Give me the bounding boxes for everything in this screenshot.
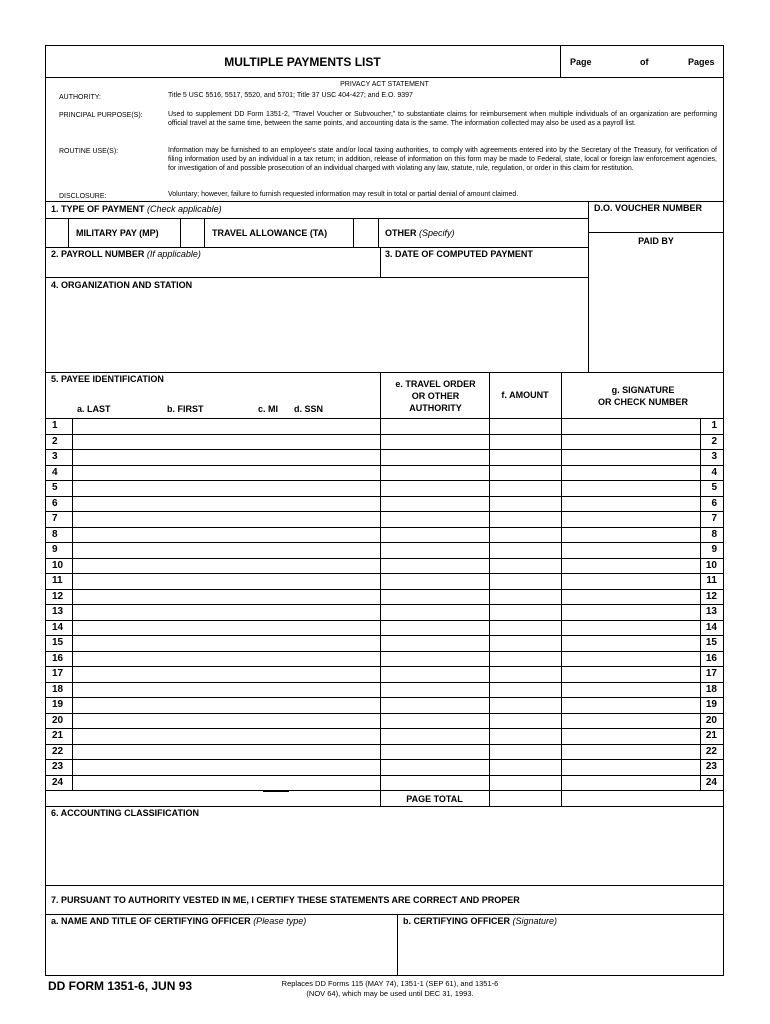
section4-bottom-rule [45,372,724,373]
row-number-left: 22 [52,745,64,757]
routine-text: Information may be furnished to an employee's state and/or local taxing authorities, to comply with agreements entered into by the Secretary of the Treasury, for verification of filing information used by an individual in a tax return; in addition, release of information on this form may be made to Federal, state, local or foreign law enforcement agencies, for investigation of and possible prosecution of an individual charged with violating any law, statute, rule, regulation, or order in this claim for restitution. [168,147,717,172]
section2-divider [380,247,381,277]
section7-rule [45,914,724,915]
row-number-left: 7 [52,513,58,524]
total-pages-field[interactable] [655,52,685,72]
page-label: Page [570,57,592,67]
col-amount-header: f. AMOUNT [501,390,549,400]
signature-check-cell[interactable] [562,698,700,712]
row-number-left: 17 [52,668,64,679]
row-number-left: 12 [52,590,64,602]
section1-rule [45,218,588,219]
travel-order-cell[interactable] [381,466,489,480]
signature-check-cell[interactable] [562,590,700,604]
row-number-right: 8 [711,528,717,540]
row-number-left: 10 [52,559,64,571]
amount-cell[interactable] [490,760,561,774]
signature-check-cell[interactable] [562,729,700,743]
privacy-bottom-rule [45,201,724,202]
certifying-officer-signature-field[interactable] [402,928,720,972]
signature-check-cell[interactable] [562,667,700,681]
travel-order-cell[interactable] [381,543,489,557]
amount-cell[interactable] [490,621,561,635]
row-number-right: 17 [705,668,717,679]
signature-check-cell[interactable] [562,419,700,433]
pages-label: Pages [688,57,715,67]
payee-name-ssn-cell[interactable] [73,683,380,697]
amount-cell[interactable] [490,698,561,712]
col-signature-header: g. SIGNATURE OR CHECK NUMBER [598,385,688,407]
payee-name-ssn-cell[interactable] [73,497,380,511]
signature-check-cell[interactable] [562,435,700,449]
row-number-left: 14 [52,621,64,633]
row-number-left: 1 [52,420,58,431]
amount-cell[interactable] [490,512,561,526]
organization-station-label: 4. ORGANIZATION AND STATION [51,280,193,290]
date-computed-payment-field[interactable] [384,260,584,274]
travel-order-cell[interactable] [381,667,489,681]
military-pay-label: MILITARY PAY (MP) [76,228,159,238]
travel-order-cell[interactable] [381,481,489,495]
accounting-classification-field[interactable] [50,820,720,882]
payee-name-ssn-cell[interactable] [73,652,380,666]
amount-cell[interactable] [490,450,561,464]
row-number-right: 24 [705,776,717,788]
payee-name-ssn-cell[interactable] [73,512,380,526]
privacy-heading: PRIVACY ACT STATEMENT [340,81,429,88]
voucher-bottom-rule [588,232,724,233]
row-number-left: 5 [52,482,58,493]
certification-statement: 7. PURSUANT TO AUTHORITY VESTED IN ME, I CERTIFY THESE STATEMENTS ARE CORRECT AND PROPER [51,895,520,905]
amount-cell[interactable] [490,435,561,449]
travel-order-cell[interactable] [381,559,489,573]
row-number-right: 23 [705,761,717,772]
certifying-officer-signature-label: b. CERTIFYING OFFICER (Signature) [403,916,558,926]
row-number-right: 2 [711,435,717,447]
amount-cell[interactable] [490,543,561,557]
signature-check-cell[interactable] [562,512,700,526]
payee-name-ssn-cell[interactable] [73,528,380,542]
payroll-number-field[interactable] [50,260,376,274]
section5-bottom-rule [45,806,724,807]
certifying-officer-name-field[interactable] [50,928,392,972]
page-total-label: PAGE TOTAL [406,794,463,804]
row-number-right: 14 [705,621,717,633]
payee-name-ssn-cell[interactable] [73,667,380,681]
amount-cell[interactable] [490,714,561,728]
payroll-number-label: 2. PAYROLL NUMBER (If applicable) [51,249,201,259]
payee-identification-label: 5. PAYEE IDENTIFICATION [51,374,164,384]
payee-name-ssn-cell[interactable] [73,466,380,480]
signature-check-cell[interactable] [562,466,700,480]
accounting-classification-label: 6. ACCOUNTING CLASSIFICATION [51,808,199,818]
row-number-right: 10 [705,559,717,571]
travel-order-cell[interactable] [381,605,489,619]
row-number-left: 4 [52,466,58,478]
row-number-right: 19 [705,699,717,710]
travel-order-cell[interactable] [381,450,489,464]
amount-cell[interactable] [490,776,561,790]
other-label: OTHER (Specify) [385,228,455,238]
signature-check-cell[interactable] [562,776,700,790]
row-number-right: 7 [711,513,717,524]
header-bottom-rule [45,77,724,78]
amount-cell[interactable] [490,636,561,650]
type-of-payment-label: 1. TYPE OF PAYMENT (Check applicable) [51,204,222,214]
other-specify-field[interactable] [470,224,584,244]
row-number-right: 4 [711,466,717,478]
row-number-right: 16 [705,652,717,664]
mp-left-divider [68,218,69,247]
signature-check-cell[interactable] [562,636,700,650]
row-number-right: 20 [705,714,717,726]
travel-order-cell[interactable] [381,435,489,449]
travel-order-cell[interactable] [381,574,489,588]
paid-by-label: PAID BY [638,236,674,246]
travel-order-cell[interactable] [381,636,489,650]
signature-check-cell[interactable] [562,574,700,588]
right-column-divider [588,201,589,372]
travel-order-cell[interactable] [381,590,489,604]
col-travel-order-header: e. TRAVEL ORDER OR OTHER AUTHORITY [395,379,476,413]
row-number-left: 20 [52,714,64,726]
payee-name-ssn-cell[interactable] [73,729,380,743]
disclosure-text: Voluntary; however, failure to furnish requested information may result in total or partial denial of amount claimed. [168,191,519,198]
voucher-number-label: D.O. VOUCHER NUMBER [594,203,703,213]
row-number-right: 9 [711,544,717,555]
amount-cell[interactable] [490,652,561,666]
military-pay-checkbox[interactable] [53,225,66,245]
amount-cell[interactable] [490,497,561,511]
authority-label: AUTHORITY: [59,94,102,101]
row-number-left: 2 [52,435,58,447]
payee-name-ssn-cell[interactable] [73,419,380,433]
row-number-left: 15 [52,637,64,648]
row-number-right: 22 [705,745,717,757]
row-number-left: 16 [52,652,64,664]
payee-name-ssn-cell[interactable] [73,698,380,712]
row-number-left: 18 [52,683,64,695]
row-number-right: 11 [706,575,717,586]
amount-cell[interactable] [490,559,561,573]
section1-bottom-rule [45,247,588,248]
signature-check-cell[interactable] [562,652,700,666]
travel-allowance-checkbox[interactable] [186,225,199,245]
amount-cell[interactable] [490,528,561,542]
row-number-left: 11 [52,575,63,586]
disclosure-label: DISCLOSURE: [59,193,107,200]
payee-name-ssn-cell[interactable] [73,776,380,790]
date-computed-payment-label: 3. DATE OF COMPUTED PAYMENT [385,249,533,259]
row-number-right: 5 [711,482,717,493]
page-number-field[interactable] [598,52,636,72]
row-number-right: 12 [705,590,717,602]
table-row-rule [45,790,724,791]
paid-by-field[interactable] [592,250,720,368]
travel-order-cell[interactable] [381,419,489,433]
of-label: of [640,57,649,67]
other-checkbox[interactable] [360,225,373,245]
amount-cell[interactable] [490,481,561,495]
row-number-right: 21 [705,730,717,741]
ta-right-divider [353,218,354,247]
travel-order-cell[interactable] [381,621,489,635]
travel-allowance-label: TRAVEL ALLOWANCE (TA) [212,228,328,238]
col-ssn-header: d. SSN [294,404,324,414]
amount-cell[interactable] [490,667,561,681]
signature-check-cell[interactable] [562,543,700,557]
travel-order-cell[interactable] [381,714,489,728]
signature-check-cell[interactable] [562,605,700,619]
signature-check-cell[interactable] [562,745,700,759]
other-left-divider [378,218,379,247]
amount-cell[interactable] [490,590,561,604]
signature-check-cell[interactable] [562,714,700,728]
amount-cell[interactable] [490,466,561,480]
col-first-header: b. FIRST [167,404,204,414]
payee-name-ssn-cell[interactable] [73,559,380,573]
amount-cell[interactable] [490,683,561,697]
signature-check-cell[interactable] [562,621,700,635]
row-number-right: 13 [705,606,717,617]
amount-cell[interactable] [490,605,561,619]
organization-station-field[interactable] [50,293,584,369]
signature-check-cell[interactable] [562,528,700,542]
routine-label: ROUTINE USE(S): [59,148,119,155]
ta-left-divider [204,218,205,247]
payee-name-ssn-cell[interactable] [73,714,380,728]
payee-name-ssn-cell[interactable] [73,574,380,588]
row-number-left: 8 [52,528,58,540]
row-number-left: 3 [52,451,58,462]
row-number-left: 23 [52,761,64,772]
amount-cell[interactable] [490,729,561,743]
section7-divider [397,914,398,976]
header-divider [560,45,561,78]
payee-name-ssn-cell[interactable] [73,760,380,774]
replaces-note: Replaces DD Forms 115 (MAY 74), 1351-1 (SEP 61), and 1351-6 (NOV 64), which may be used until DEC 31, 1993. [281,979,499,998]
col-mi-header: c. MI [258,404,279,414]
payee-name-ssn-cell[interactable] [73,481,380,495]
travel-order-cell[interactable] [381,512,489,526]
col-last-header: a. LAST [77,404,111,414]
travel-order-cell[interactable] [381,729,489,743]
travel-order-cell[interactable] [381,528,489,542]
row-number-left: 13 [52,606,64,617]
row-number-right: 6 [711,497,717,509]
row-number-right: 1 [711,420,717,431]
payee-name-ssn-cell[interactable] [73,450,380,464]
amount-cell[interactable] [490,745,561,759]
travel-order-cell[interactable] [381,745,489,759]
payee-name-ssn-cell[interactable] [73,745,380,759]
signature-check-cell[interactable] [562,683,700,697]
travel-order-cell[interactable] [381,776,489,790]
certifying-officer-name-label: a. NAME AND TITLE OF CERTIFYING OFFICER (Please type) [51,916,307,926]
row-number-left: 6 [52,497,58,509]
travel-order-cell[interactable] [381,683,489,697]
mp-right-divider [180,218,181,247]
amount-cell[interactable] [490,419,561,433]
payee-name-ssn-cell[interactable] [73,543,380,557]
row-number-right: 15 [705,637,717,648]
payee-name-ssn-cell[interactable] [73,621,380,635]
purpose-label: PRINCIPAL PURPOSE(S): [59,112,143,119]
section6-bottom-rule [45,885,724,886]
row-number-left: 24 [52,776,64,788]
form-identifier: DD FORM 1351-6, JUN 93 [48,979,193,993]
row-number-left: 21 [52,730,64,741]
payee-name-ssn-cell[interactable] [73,636,380,650]
payee-name-ssn-cell[interactable] [73,435,380,449]
amount-cell[interactable] [490,574,561,588]
signature-check-cell[interactable] [562,497,700,511]
row-number-left: 9 [52,544,58,555]
page-total-field[interactable] [491,792,559,805]
row-number-right: 18 [705,683,717,695]
signature-check-cell[interactable] [562,760,700,774]
signature-check-cell[interactable] [562,559,700,573]
signature-check-cell[interactable] [562,481,700,495]
payee-name-ssn-cell[interactable] [73,590,380,604]
travel-order-cell[interactable] [381,652,489,666]
travel-order-cell[interactable] [381,760,489,774]
purpose-text: Used to supplement DD Form 1351-2, "Travel Voucher or Subvoucher," to substantiate claims for reimbursement when multiple individuals of an organization are performing official travel at the same time, between the same points, and accounting data is the same. The information collected may also be used as a payroll list. [168,111,717,127]
authority-text: Title 5 USC 5516, 5517, 5520, and 5701; Title 37 USC 404-427; and E.O. 9397 [168,92,413,99]
payee-name-ssn-cell[interactable] [73,605,380,619]
travel-order-cell[interactable] [381,698,489,712]
section2-bottom-rule [45,277,588,278]
form-title: MULTIPLE PAYMENTS LIST [224,55,381,69]
travel-order-cell[interactable] [381,497,489,511]
voucher-number-field[interactable] [592,214,720,230]
ssn-tick-bottom [263,791,289,792]
row-number-right: 3 [711,451,717,462]
row-number-left: 19 [52,699,64,710]
signature-check-cell[interactable] [562,450,700,464]
